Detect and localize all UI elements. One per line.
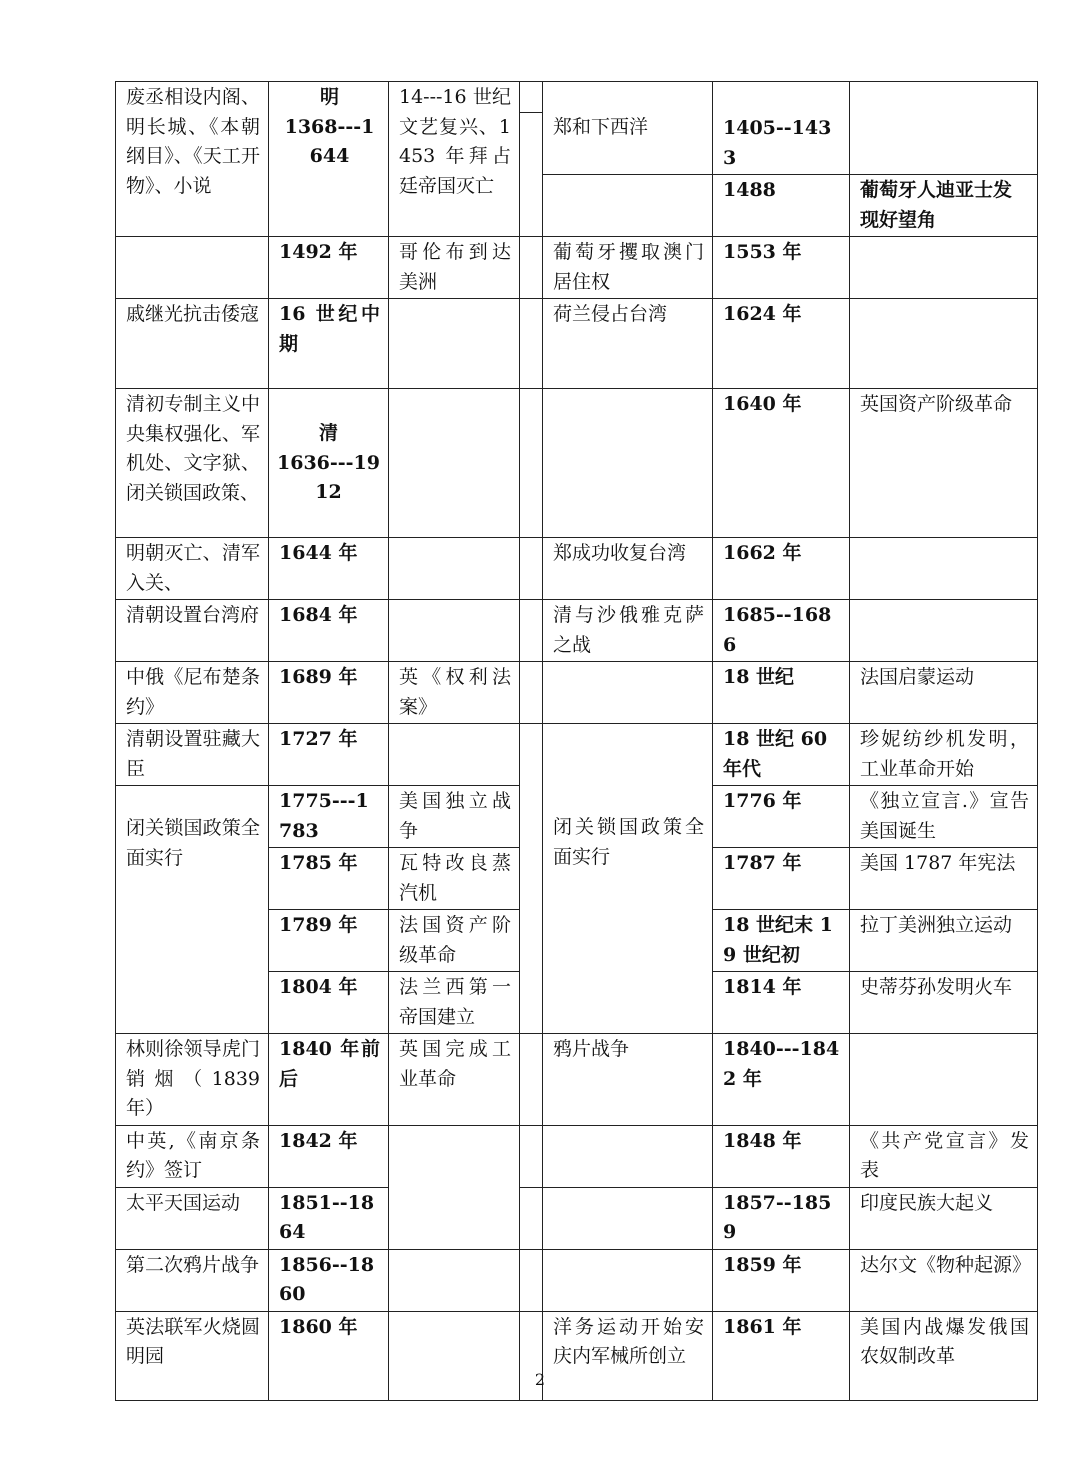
dynasty-name: 明: [319, 86, 339, 108]
year-cell: 1856--1860: [269, 1249, 389, 1311]
china-event-cell: 第二次鸦片战争: [116, 1249, 269, 1311]
world-event-cell: 14---16 世纪文艺复兴、1453 年拜占廷帝国灭亡: [389, 82, 520, 237]
dynasty-cell: [269, 389, 389, 538]
china-event-cell: 英法联军火烧圆明园: [116, 1311, 269, 1400]
event-cell: [543, 389, 713, 538]
world-event-cell: 葡萄牙人迪亚士发现好望角: [850, 175, 1038, 237]
spacer-cell: [520, 538, 543, 600]
china-event-cell: 中俄《尼布楚条约》: [116, 662, 269, 724]
table-row: [116, 299, 1038, 389]
year-cell: 1492 年: [269, 237, 389, 299]
spacer-cell: [520, 389, 543, 538]
world-event-cell: [389, 724, 520, 786]
table-row: [116, 389, 1038, 538]
year-cell: 1787 年: [713, 848, 850, 910]
spacer-cell: [520, 299, 543, 389]
world-event-cell: 英国资产阶级革命: [850, 389, 1038, 538]
year-cell: 1851--1864: [269, 1187, 389, 1249]
spacer-cell: [520, 237, 543, 299]
spacer-cell: [520, 724, 543, 1034]
world-event-cell: 印度民族大起义: [850, 1187, 1038, 1249]
china-event-cell: [116, 237, 269, 299]
world-event-cell: [850, 299, 1038, 389]
world-event-cell: [850, 1034, 1038, 1126]
year-cell: 1644 年: [269, 538, 389, 600]
world-event-cell: [389, 538, 520, 600]
world-event-cell: 英《权利法案》: [389, 662, 520, 724]
year-cell: 1859 年: [713, 1249, 850, 1311]
event-cell: [543, 724, 713, 1034]
world-event-cell: 美国独立战争: [389, 786, 520, 848]
table-row: [116, 1249, 1038, 1311]
table-row: [116, 82, 1038, 175]
dynasty-years: 1368---1644: [284, 115, 375, 167]
world-event-cell: [850, 600, 1038, 662]
china-event-cell: 废丞相设内阁、明长城、《本朝纲目》、《天工开物》、小说: [116, 82, 269, 237]
spacer-cell: [520, 662, 543, 724]
dynasty-years: 1636---1912: [277, 451, 380, 503]
year-cell: 1727 年: [269, 724, 389, 786]
event-cell: [543, 662, 713, 724]
world-event-cell: [389, 299, 520, 389]
policy-text: 闭关锁国政策全面实行: [553, 816, 704, 868]
world-event-cell: 哥伦布到达美洲: [389, 237, 520, 299]
year-cell: 1662 年: [713, 538, 850, 600]
world-event-cell: 法国资产阶级革命: [389, 910, 520, 972]
event-cell: 葡萄牙攫取澳门居住权: [543, 237, 713, 299]
table-row: [116, 600, 1038, 662]
spacer-cell: [520, 1249, 543, 1311]
year-cell: 1640 年: [713, 389, 850, 538]
china-event-cell: 戚继光抗击倭寇: [116, 299, 269, 389]
china-event-cell: 太平天国运动: [116, 1187, 269, 1249]
year-cell: 18 世纪 60 年代: [713, 724, 850, 786]
world-event-cell: 《共产党宣言》发表: [850, 1125, 1038, 1187]
spacer-cell: [520, 1187, 543, 1249]
event-cell: 郑成功收复台湾: [543, 538, 713, 600]
spacer-cell: [520, 600, 543, 662]
year-cell: 18 世纪末 19 世纪初: [713, 910, 850, 972]
year-cell: 1789 年: [269, 910, 389, 972]
year-cell: 1689 年: [269, 662, 389, 724]
event-cell: [543, 1249, 713, 1311]
year-cell: 1684 年: [269, 600, 389, 662]
year-cell: 1860 年: [269, 1311, 389, 1400]
year-cell: 1776 年: [713, 786, 850, 848]
table-row: [116, 724, 1038, 786]
year-cell: 1861 年: [713, 1311, 850, 1400]
year-cell: 1624 年: [713, 299, 850, 389]
world-event-cell: [389, 1249, 520, 1311]
event-cell: 荷兰侵占台湾: [543, 299, 713, 389]
world-event-cell: 法兰西第一帝国建立: [389, 972, 520, 1034]
table-row: [116, 1034, 1038, 1126]
table-row: [116, 1125, 1038, 1187]
world-event-cell: 《独立宣言.》宣告美国诞生: [850, 786, 1038, 848]
event-cell: 洋务运动开始安庆内军械所创立: [543, 1311, 713, 1400]
table-row: [116, 662, 1038, 724]
spacer-cell: [520, 1034, 543, 1126]
dynasty-cell: [269, 82, 389, 237]
year-cell: 1553 年: [713, 237, 850, 299]
world-event-cell: 拉丁美洲独立运动: [850, 910, 1038, 972]
year-cell: 1685--1686: [713, 600, 850, 662]
event-cell: [543, 1187, 713, 1249]
year-cell: 1848 年: [713, 1125, 850, 1187]
china-event-cell: 清初专制主义中央集权强化、军机处、文字狱、闭关锁国政策、: [116, 389, 269, 538]
event-cell: 清与沙俄雅克萨之战: [543, 600, 713, 662]
world-event-cell: [389, 389, 520, 538]
world-event-cell: 法国启蒙运动: [850, 662, 1038, 724]
world-event-cell: 瓦特改良蒸汽机: [389, 848, 520, 910]
year-cell: 1840---1842 年: [713, 1034, 850, 1126]
world-event-cell: [850, 237, 1038, 299]
china-event-cell: 闭关锁国政策全面实行: [116, 786, 269, 1034]
world-event-cell: 史蒂芬孙发明火车: [850, 972, 1038, 1034]
history-timeline-table: [115, 81, 1038, 1401]
year-cell: 1857--1859: [713, 1187, 850, 1249]
world-event-cell: 珍妮纺纱机发明，工业革命开始: [850, 724, 1038, 786]
china-event-cell: 林则徐领导虎门销烟（1839 年）: [116, 1034, 269, 1126]
table-row: [116, 1187, 1038, 1249]
year-cell: 1804 年: [269, 972, 389, 1034]
event-cell: 郑和下西洋: [543, 82, 713, 175]
year-cell: 1775---1783: [269, 786, 389, 848]
world-event-cell: 英国完成工业革命: [389, 1034, 520, 1126]
event-cell: [543, 1125, 713, 1187]
page-number: 2: [534, 1370, 546, 1389]
table-row: [116, 237, 1038, 299]
year-cell: 1488: [713, 175, 850, 237]
year-cell: 1840 年前后: [269, 1034, 389, 1126]
year-cell: 16 世纪中期: [269, 299, 389, 389]
world-event-cell: [389, 600, 520, 662]
year-cell: 1814 年: [713, 972, 850, 1034]
china-event-cell: 明朝灭亡、清军入关、: [116, 538, 269, 600]
world-event-cell: [850, 82, 1038, 175]
spacer-cell: [520, 82, 543, 237]
year-cell: 1842 年: [269, 1125, 389, 1187]
dynasty-name: 清: [318, 422, 338, 444]
china-event-cell: 清朝设置台湾府: [116, 600, 269, 662]
world-event-cell: [850, 538, 1038, 600]
china-event-cell: 清朝设置驻藏大臣: [116, 724, 269, 786]
table-row: [116, 538, 1038, 600]
world-event-cell: 美国内战爆发俄国农奴制改革: [850, 1311, 1038, 1400]
china-event-cell: 中英,《南京条约》签订: [116, 1125, 269, 1187]
year-cell: 1405--1433: [713, 82, 850, 175]
event-cell: [543, 175, 713, 237]
world-event-cell: 达尔文《物种起源》: [850, 1249, 1038, 1311]
event-cell: 鸦片战争: [543, 1034, 713, 1126]
spacer-cell: [520, 1125, 543, 1187]
world-event-cell: 美国 1787 年宪法: [850, 848, 1038, 910]
world-event-cell: [389, 1125, 520, 1249]
year-cell: 1785 年: [269, 848, 389, 910]
year-cell: 18 世纪: [713, 662, 850, 724]
